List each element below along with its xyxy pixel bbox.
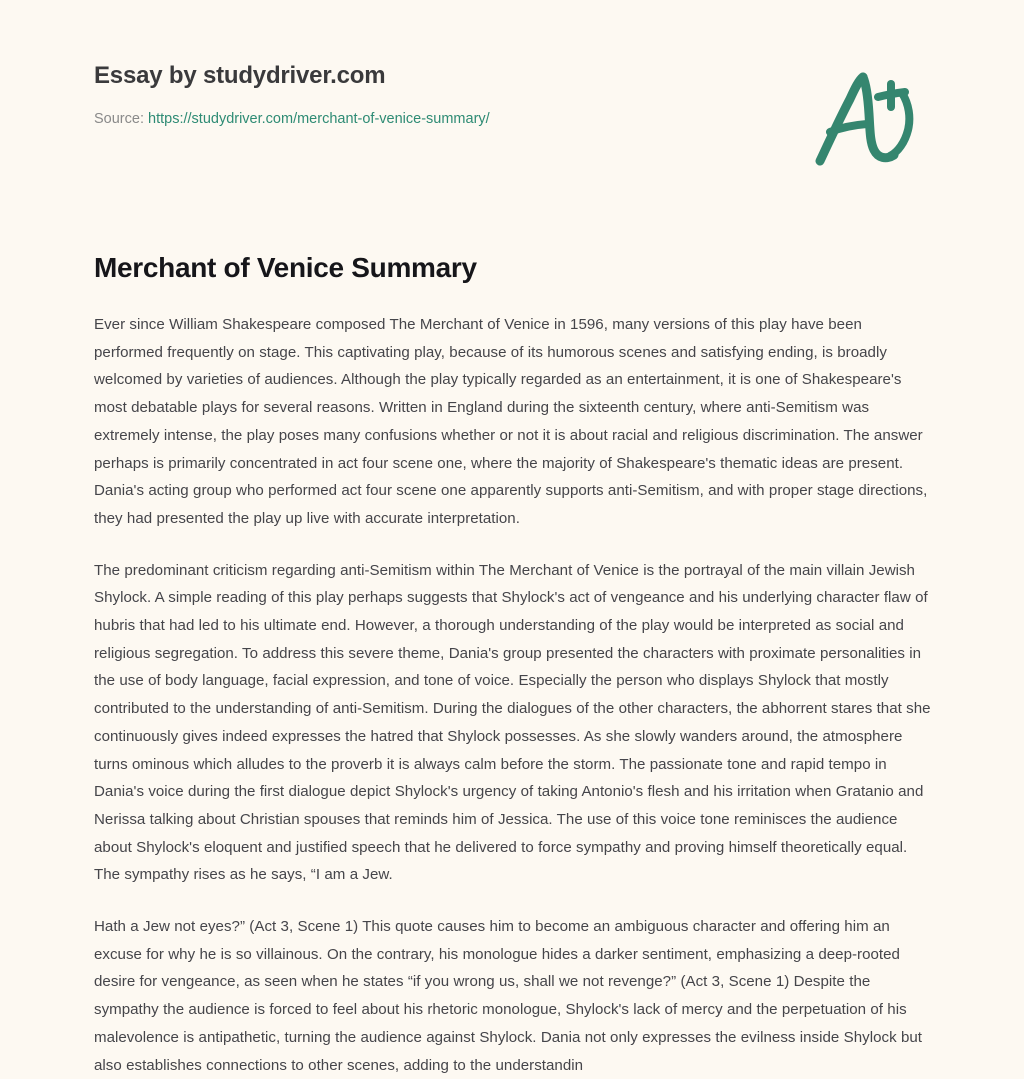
header-text-block [94,62,794,129]
page-header [0,0,1024,200]
source-label: Source: [94,110,144,127]
source-line [94,110,794,129]
page-title: Merchant of Venice Summary [94,252,477,283]
studydriver-a-plus-logo-icon[interactable] [806,66,926,170]
article [94,250,934,1079]
essay-by-heading: Essay by studydriver.com [94,62,386,89]
paragraph: The predominant criticism regarding anti-Semitism within The Merchant of Venice is the portrayal of the main villain Jewish Shylock. A simple reading of this play perhaps suggests that Shylock's act of vengeance and his underlying character flaw of hubris that had led to his ultimate end. However, a thorough understanding of the play would be interpreted as social and religious segregation. To address this severe theme, Dania's group presented the characters with proximate personalities in the use of body language, facial expression, and tone of voice. Especially the person who displays Shylock that mostly contributed to the understanding of anti-Semitism. During the dialogues of the other characters, the abhorrent stares that she continuously gives indeed expresses the hatred that Shylock possesses. As she slowly wanders around, the atmosphere turns ominous which alludes to the proverb it is always calm before the storm. The passionate tone and rapid tempo in Dania's voice during the first dialogue depict Shylock's urgency of taking Antonio's flesh and his irritation when Gratanio and Nerissa talking about Christian spouses that reminds him of Jessica. The use of this voice tone reminisces the audience about Shylock's eloquent and justified speech that he delivered to force sympathy and proving himself theoretically equal. The sympathy rises as he says, “I am a Jew. [94,561,931,884]
article-body [94,311,934,1079]
paragraph: Ever since William Shakespeare composed The Merchant of Venice in 1596, many versions of this play have been performed frequently on stage. This captivating play, because of its humorous scenes and satisfying ending, is broadly welcomed by varieties of audiences. Although the play typically regarded as an entertainment, it is one of Shakespeare's most debatable plays for several reasons. Written in England during the sixteenth century, where anti-Semitism was extremely intense, the play poses many confusions whether or not it is about racial and religious discrimination. The answer perhaps is primarily concentrated in act four scene one, where the majority of Shakespeare's thematic ideas are present. Dania's acting group who performed act four scene one apparently supports anti-Semitism, and with proper stage directions, they had presented the play up live with accurate interpretation. [94,316,928,527]
a-plus-logo-glyph [806,66,926,170]
source-url-link[interactable]: https://studydriver.com/merchant-of-venice-summary/ [148,110,490,127]
paragraph: Hath a Jew not eyes?” (Act 3, Scene 1) This quote causes him to become an ambiguous character and offering him an excuse for why he is so villainous. On the contrary, his monologue hides a darker sentiment, emphasizing a deep-rooted desire for vengeance, as seen when he states “if you wrong us, shall we not revenge?” (Act 3, Scene 1) Despite the sympathy the audience is forced to feel about his rhetoric monologue, Shylock's lack of mercy and the perpetuation of his malevolence is antipathetic, turning the audience against Shylock. Dania not only expresses the evilness inside Shylock but also establishes connections to other scenes, adding to the understandin [94,918,922,1074]
